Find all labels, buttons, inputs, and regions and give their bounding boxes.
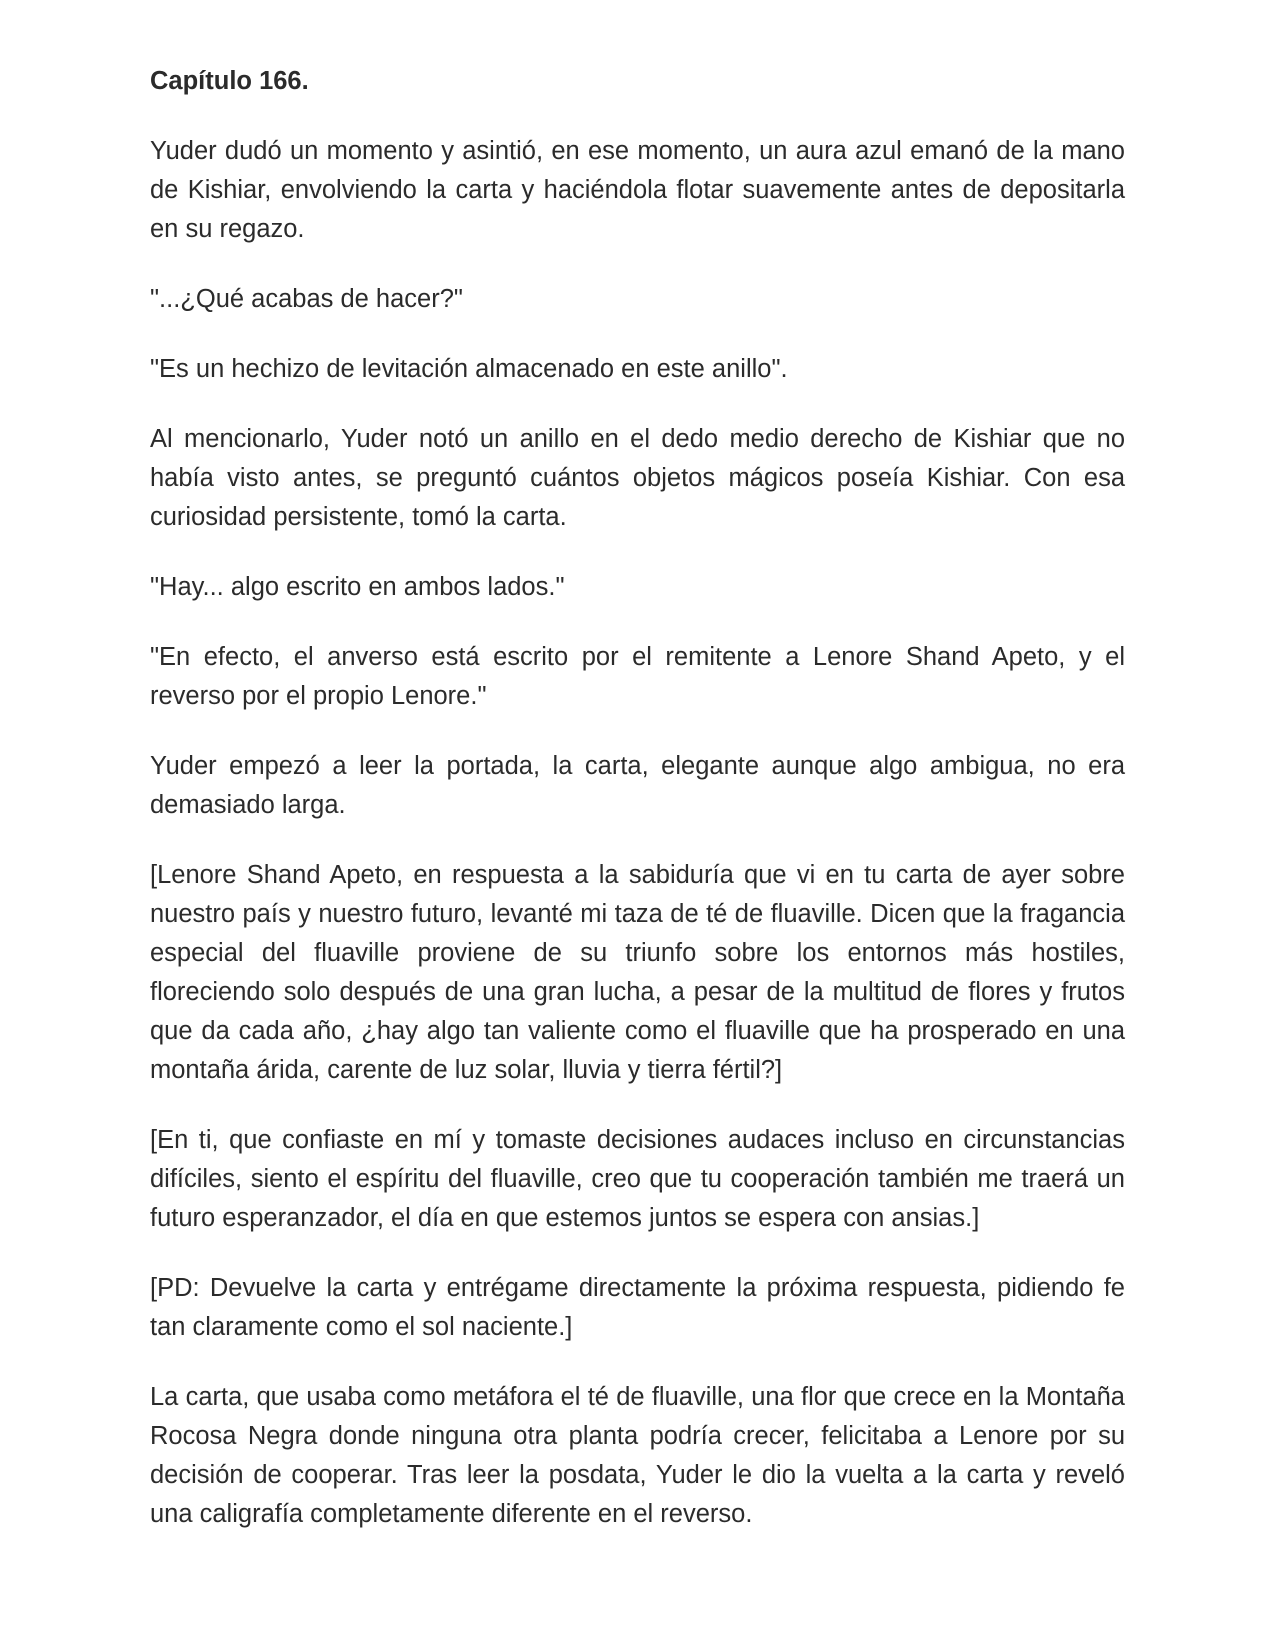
paragraph-6: "En efecto, el anverso está escrito por el remitente a Lenore Shand Apeto, y el reverso por el propio Lenore."	[150, 643, 1125, 710]
paragraph-1: Yuder dudó un momento y asintió, en ese momento, un aura azul emanó de la mano de Kishiar, envolviendo la carta y haciéndola flotar suavemente antes de depositarla en su regazo.	[150, 137, 1125, 243]
paragraph-9: [En ti, que confiaste en mí y tomaste decisiones audaces incluso en circunstancias difíciles, siento el espíritu del fluaville, creo que tu cooperación también me traerá un futuro esperanzador, el día en que estemos juntos se espera con ansias.]	[150, 1126, 1125, 1232]
paragraph-4: Al mencionarlo, Yuder notó un anillo en el dedo medio derecho de Kishiar que no había visto antes, se preguntó cuántos objetos mágicos poseía Kishiar. Con esa curiosidad persistente, tomó la carta.	[150, 425, 1125, 531]
paragraph-3: "Es un hechizo de levitación almacenado en este anillo".	[150, 355, 788, 383]
paragraph-7: Yuder empezó a leer la portada, la carta, elegante aunque algo ambigua, no era demasiado larga.	[150, 752, 1125, 819]
paragraph-11: La carta, que usaba como metáfora el té de fluaville, una flor que crece en la Montaña Rocosa Negra donde ninguna otra planta podría crecer, felicitaba a Lenore por su decisión de cooperar. Tras leer la posdata, Yuder le dio la vuelta a la carta y reveló una caligrafía completamente diferente en el reverso.	[150, 1383, 1125, 1528]
paragraph-10: [PD: Devuelve la carta y entrégame directamente la próxima respuesta, pidiendo fe tan claramente como el sol naciente.]	[150, 1274, 1125, 1341]
paragraph-8: [Lenore Shand Apeto, en respuesta a la sabiduría que vi en tu carta de ayer sobre nuestro país y nuestro futuro, levanté mi taza de té de fluaville. Dicen que la fragancia especial del fluaville proviene de su triunfo sobre los entornos más hostiles, floreciendo solo después de una gran lucha, a pesar de la multitud de flores y frutos que da cada año, ¿hay algo tan valiente como el fluaville que ha prosperado en una montaña árida, carente de luz solar, lluvia y tierra fértil?]	[150, 861, 1125, 1084]
chapter-title: Capítulo 166.	[150, 67, 309, 95]
paragraph-2: "...¿Qué acabas de hacer?"	[150, 285, 463, 313]
document-page	[150, 62, 1125, 1534]
paragraph-5: "Hay... algo escrito en ambos lados."	[150, 573, 565, 601]
